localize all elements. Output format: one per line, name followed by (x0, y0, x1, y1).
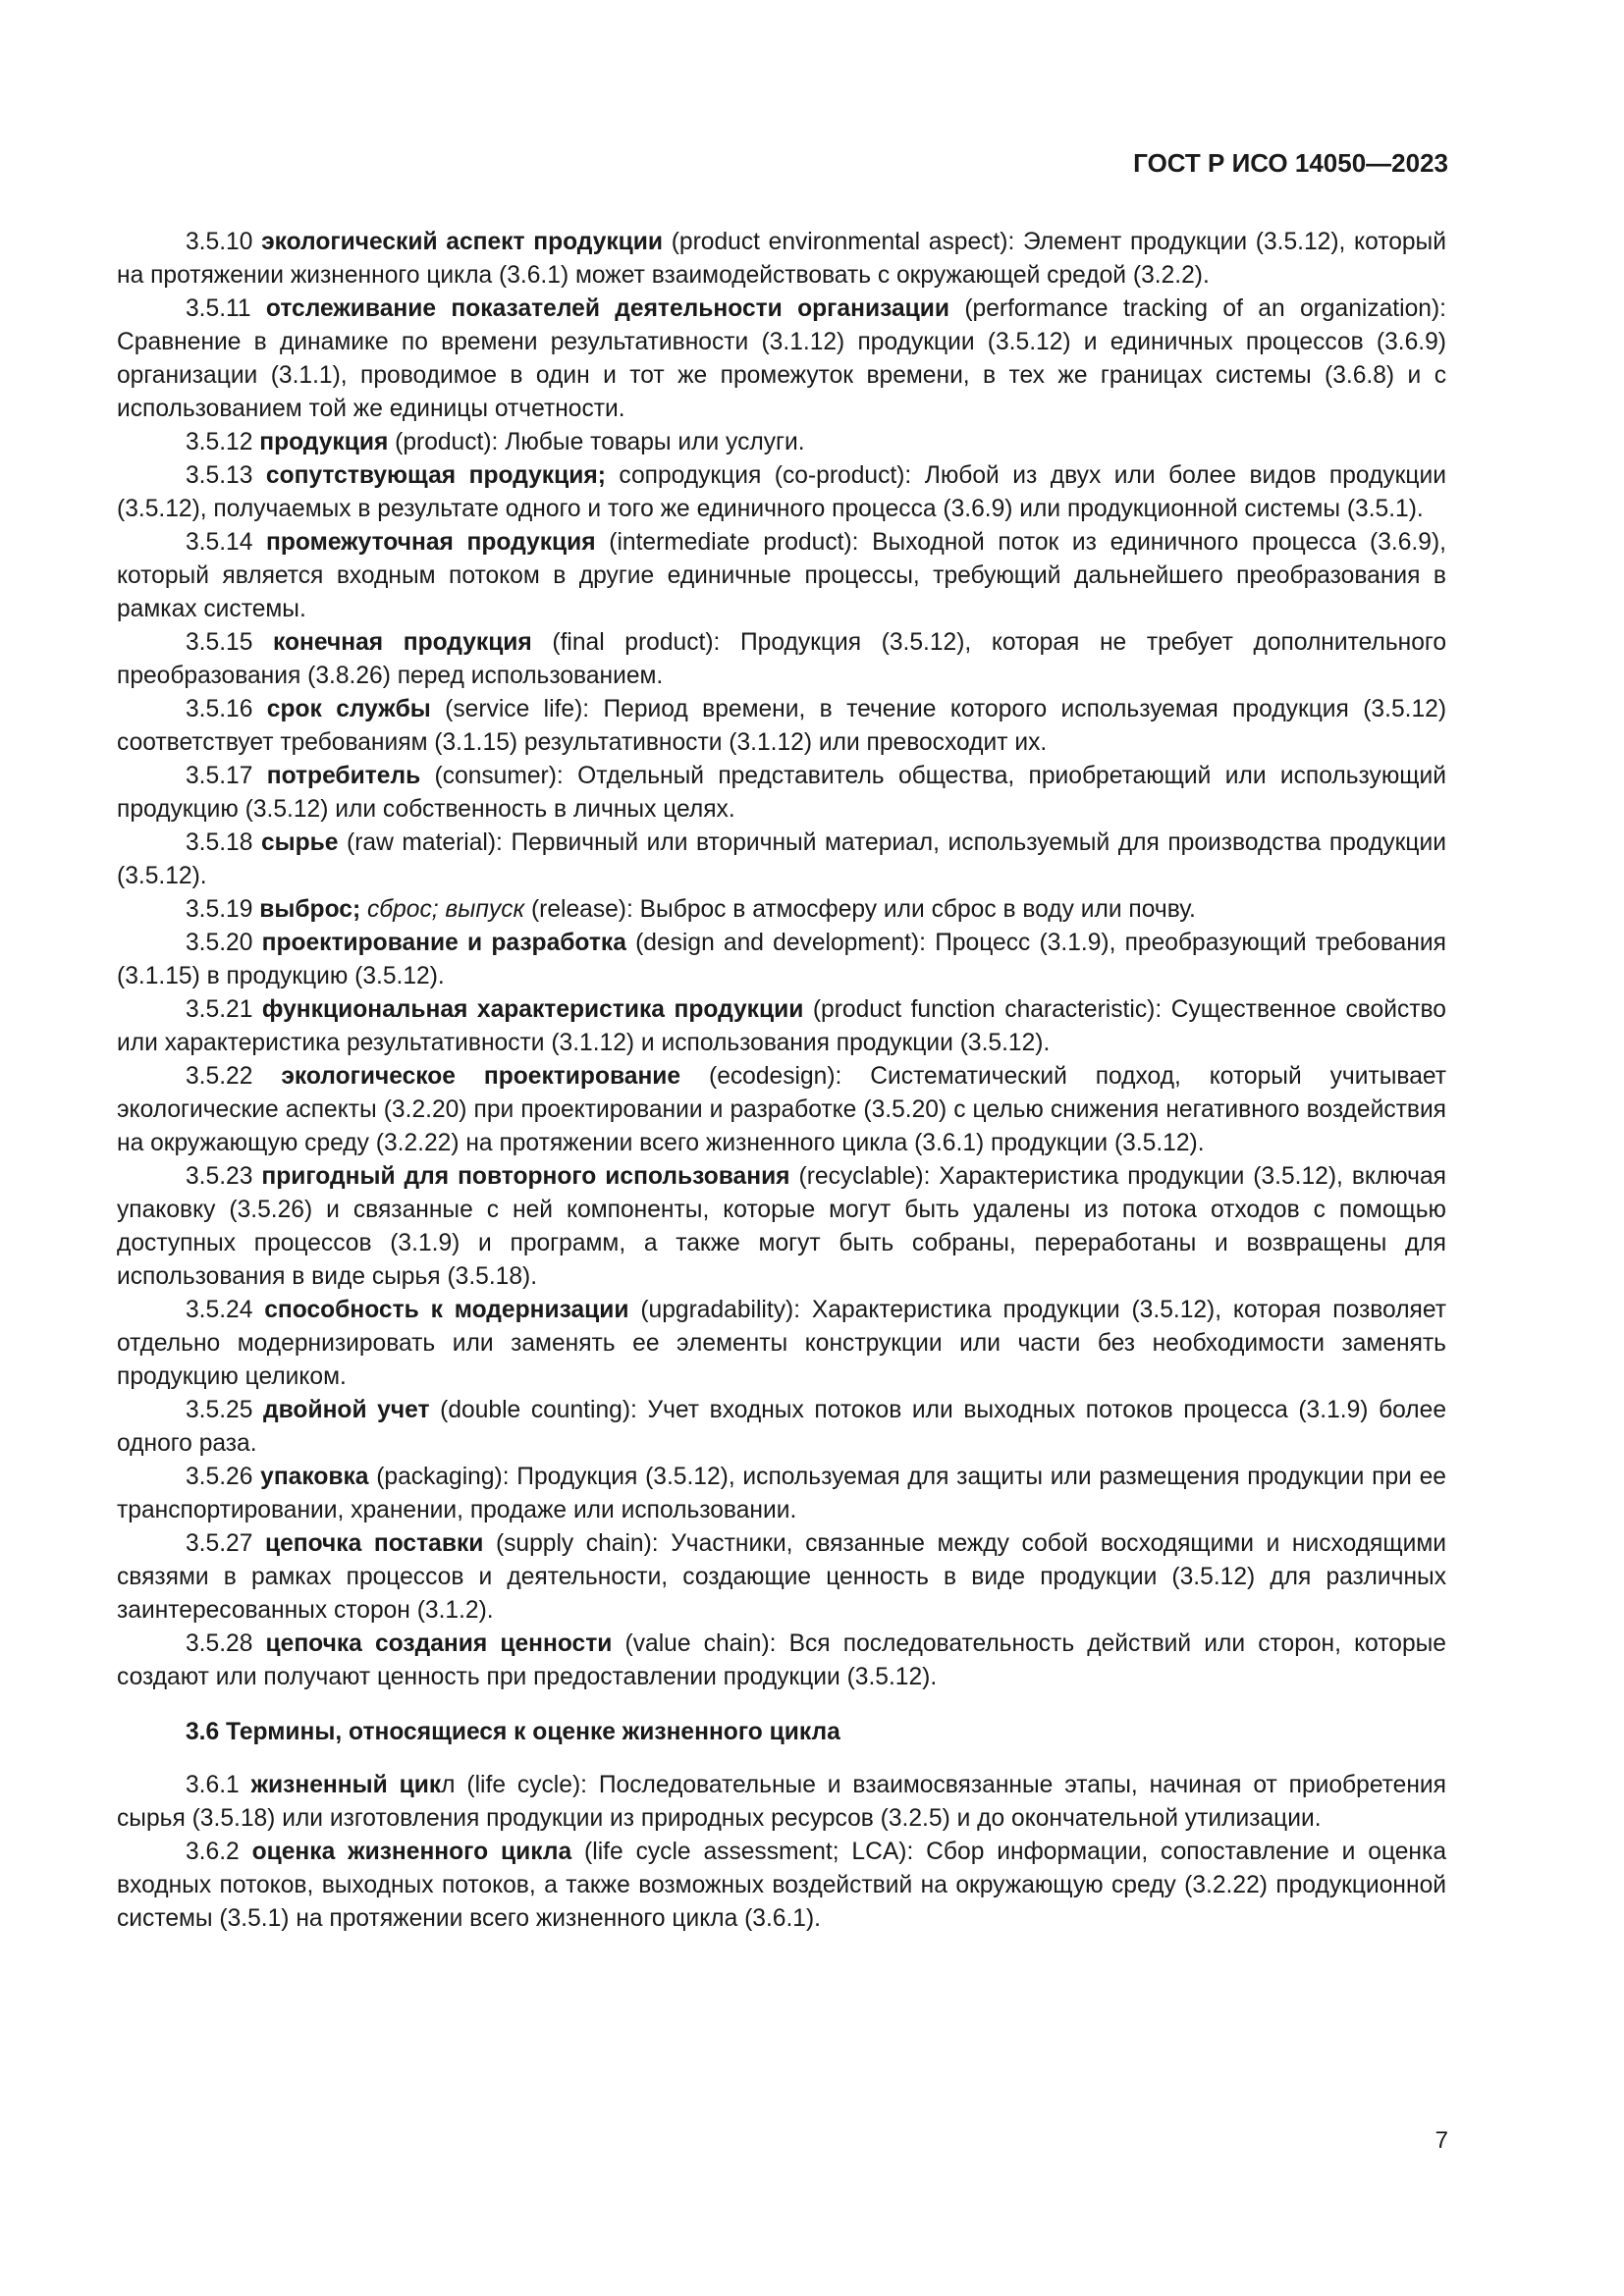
term-entry (117, 1394, 1446, 1461)
term-name: цепочка создания ценности (265, 1630, 613, 1657)
term-number: 3.5.16 (186, 696, 253, 722)
term-definition: (life cycle assessment; LCA): Сбор информации, сопоставление и оценка входных потоков, выходных потоков, а также возможных воздействий на окружающую среду (3.2.22) продукционной системы (3.5.1) на протяжении всего жизненного цикла (3.6.1). (117, 1839, 1446, 1932)
term-number: 3.5.21 (186, 996, 253, 1023)
term-number: 3.5.19 (186, 896, 253, 923)
term-number: 3.5.26 (186, 1464, 253, 1490)
term-definition: (service life): Период времени, в течение которого используемая продукция (3.5.12) соответствует требованиям (3.1.15) результативности (3.1.12) или превосходит их. (117, 696, 1447, 756)
page-number: 7 (1435, 2127, 1448, 2154)
term-definition: (final product): Продукция (3.5.12), которая не требует дополнительного преобразования (3.8.26) перед использованием. (117, 629, 1447, 689)
term-entry (117, 1527, 1446, 1628)
term-name: отслеживание показателей деятельности организации (265, 295, 950, 322)
term-entry (117, 927, 1446, 993)
term-name: экологическое проектирование (281, 1063, 681, 1090)
term-name: двойной учет (263, 1397, 430, 1423)
term-entry (117, 459, 1446, 526)
term-definition: л (life cycle): Последовательные и взаимосвязанные этапы, начиная от приобретения сырья (3.5.18) или изготовления продукции из природных ресурсов (3.2.5) и до окончательной утилизации. (117, 1772, 1446, 1832)
term-number: 3.5.28 (186, 1630, 253, 1657)
term-definition: (product environmental aspect): Элемент продукции (3.5.12), который на протяжении жизненного цикла (3.6.1) может взаимодействовать с окружающей средой (3.2.2). (117, 229, 1446, 289)
term-entry (117, 760, 1446, 827)
term-definition: (upgradability): Характеристика продукции (3.5.12), которая позволяет отдельно модернизировать или заменять ее элементы конструкции или части без необходимости заменять продукцию целиком. (117, 1297, 1446, 1390)
term-entry (117, 426, 1446, 459)
term-definition: (raw material): Первичный или вторичный материал, используемый для производства продукции (3.5.12). (117, 829, 1446, 889)
term-number: 3.5.17 (186, 763, 253, 789)
term-entry (117, 626, 1446, 693)
term-number: 3.5.14 (186, 529, 253, 556)
document-header: ГОСТ Р ИСО 14050—2023 (1133, 148, 1448, 178)
term-number: 3.5.25 (186, 1397, 253, 1423)
term-entry (117, 993, 1446, 1060)
term-entry (117, 893, 1446, 927)
term-number: 3.5.10 (186, 229, 253, 255)
term-name: экологический аспект продукции (261, 229, 664, 255)
term-definition: (recyclable): Характеристика продукции (3.5.12), включая упаковку (3.5.26) и связанные с ней компоненты, которые могут быть удалены из потока отходов с помощью доступных процессов (3.1.9) и программ, а также могут быть собраны, переработаны и возвращены для использования в виде сырья (3.5.18). (117, 1163, 1446, 1290)
term-name: продукция (259, 429, 389, 455)
term-name: срок службы (266, 696, 431, 722)
term-number: 3.5.22 (186, 1063, 253, 1090)
term-name: пригодный для повторного использования (261, 1163, 790, 1190)
term-synonym: сброс; выпуск (360, 896, 525, 923)
term-definition: (intermediate product): Выходной поток из единичного процесса (3.6.9), который является входным потоком в другие единичные процессы, требующий дальнейшего преобразования в рамках системы. (117, 529, 1446, 622)
term-entry (117, 293, 1446, 426)
term-name: проектирование и разработка (261, 930, 626, 956)
term-name: цепочка поставки (264, 1530, 484, 1557)
term-definition: (performance tracking of an organization): Сравнение в динамике по времени результативности (3.1.12) продукции (3.5.12) и единичных процессов (3.6.9) организации (3.1.1), проводимое в один и тот же промежуток времени, в тех же границах системы (3.6.8) и с использованием той же единицы отчетности. (117, 295, 1446, 422)
term-name: жизненный цик (250, 1772, 442, 1798)
term-number: 3.5.24 (186, 1297, 253, 1323)
term-number: 3.6.2 (186, 1839, 240, 1865)
term-name: способность к модернизации (264, 1297, 629, 1323)
term-list-3-5 (117, 226, 1446, 1694)
term-number: 3.5.11 (186, 295, 251, 322)
term-name: функциональная характеристика продукции (261, 996, 804, 1023)
term-entry (117, 1294, 1446, 1394)
term-number: 3.5.12 (186, 429, 253, 455)
term-definition: (product function characteristic): Существенное свойство или характеристика результативности (3.1.12) и использования продукции (3.5.12). (117, 996, 1446, 1056)
term-name: упаковка (260, 1464, 369, 1490)
term-entry (117, 526, 1446, 626)
term-number: 3.5.23 (186, 1163, 253, 1190)
term-definition: сопродукция (co-product): Любой из двух или более видов продукции (3.5.12), получаемых в результате одного и того же единичного процесса (3.6.9) или продукционной системы (3.5.1). (117, 462, 1446, 522)
term-list-3-6 (117, 1769, 1446, 1936)
term-definition: (double counting): Учет входных потоков или выходных потоков процесса (3.1.9) более одного раза. (117, 1397, 1446, 1457)
term-number: 3.5.18 (186, 829, 253, 856)
term-definition: (release): Выброс в атмосферу или сброс в воду или почву. (524, 896, 1196, 923)
term-definition: (design and development): Процесс (3.1.9), преобразующий требования (3.1.15) в продукцию (3.5.12). (117, 930, 1446, 989)
term-definition: (supply chain): Участники, связанные между собой восходящими и нисходящими связями в рамках процессов и деятельности, создающие ценность в виде продукции (3.5.12) для различных заинтересованных сторон (3.1.2). (117, 1530, 1446, 1624)
term-name: сопутствующая продукция; (265, 462, 606, 489)
term-entry (117, 1769, 1446, 1836)
term-number: 3.5.27 (186, 1530, 253, 1557)
term-entry (117, 827, 1446, 893)
section-heading: 3.6 Термины, относящиеся к оценке жизненного цикла (186, 1719, 840, 1745)
term-definition: (value chain): Вся последовательность действий или сторон, которые создают или получают ценность при предоставлении продукции (3.5.12). (117, 1630, 1446, 1690)
term-name: конечная продукция (273, 629, 532, 656)
term-name: оценка жизненного цикла (251, 1839, 572, 1865)
term-entry (117, 693, 1446, 760)
term-definition: (ecodesign): Систематический подход, который учитывает экологические аспекты (3.2.20) при проектировании и разработке (3.5.20) с целью снижения негативного воздействия на окружающую среду (3.2.22) на протяжении всего жизненного цикла (3.6.1) продукции (3.5.12). (117, 1063, 1446, 1156)
term-entry (117, 1160, 1446, 1294)
term-name: потребитель (266, 763, 421, 789)
term-name: промежуточная продукция (266, 529, 596, 556)
term-entry (117, 1836, 1446, 1936)
term-entry (117, 1461, 1446, 1527)
term-number: 3.5.15 (186, 629, 253, 656)
term-definition: (consumer): Отдельный представитель общества, приобретающий или использующий продукцию (3.5.12) или собственность в личных целях. (117, 763, 1446, 823)
term-name: сырье (260, 829, 339, 856)
term-entry (117, 1628, 1446, 1694)
term-entry (117, 226, 1446, 293)
term-number: 3.5.20 (186, 930, 253, 956)
term-entry (117, 1060, 1446, 1160)
term-number: 3.5.13 (186, 462, 253, 489)
term-number: 3.6.1 (186, 1772, 240, 1798)
term-name: выброс; (259, 896, 361, 923)
term-definition: (product): Любые товары или услуги. (388, 429, 805, 455)
term-definition: (packaging): Продукция (3.5.12), используемая для защиты или размещения продукции при ее транспортировании, хранении, продаже или использовании. (117, 1464, 1446, 1523)
document-body (117, 226, 1446, 1936)
